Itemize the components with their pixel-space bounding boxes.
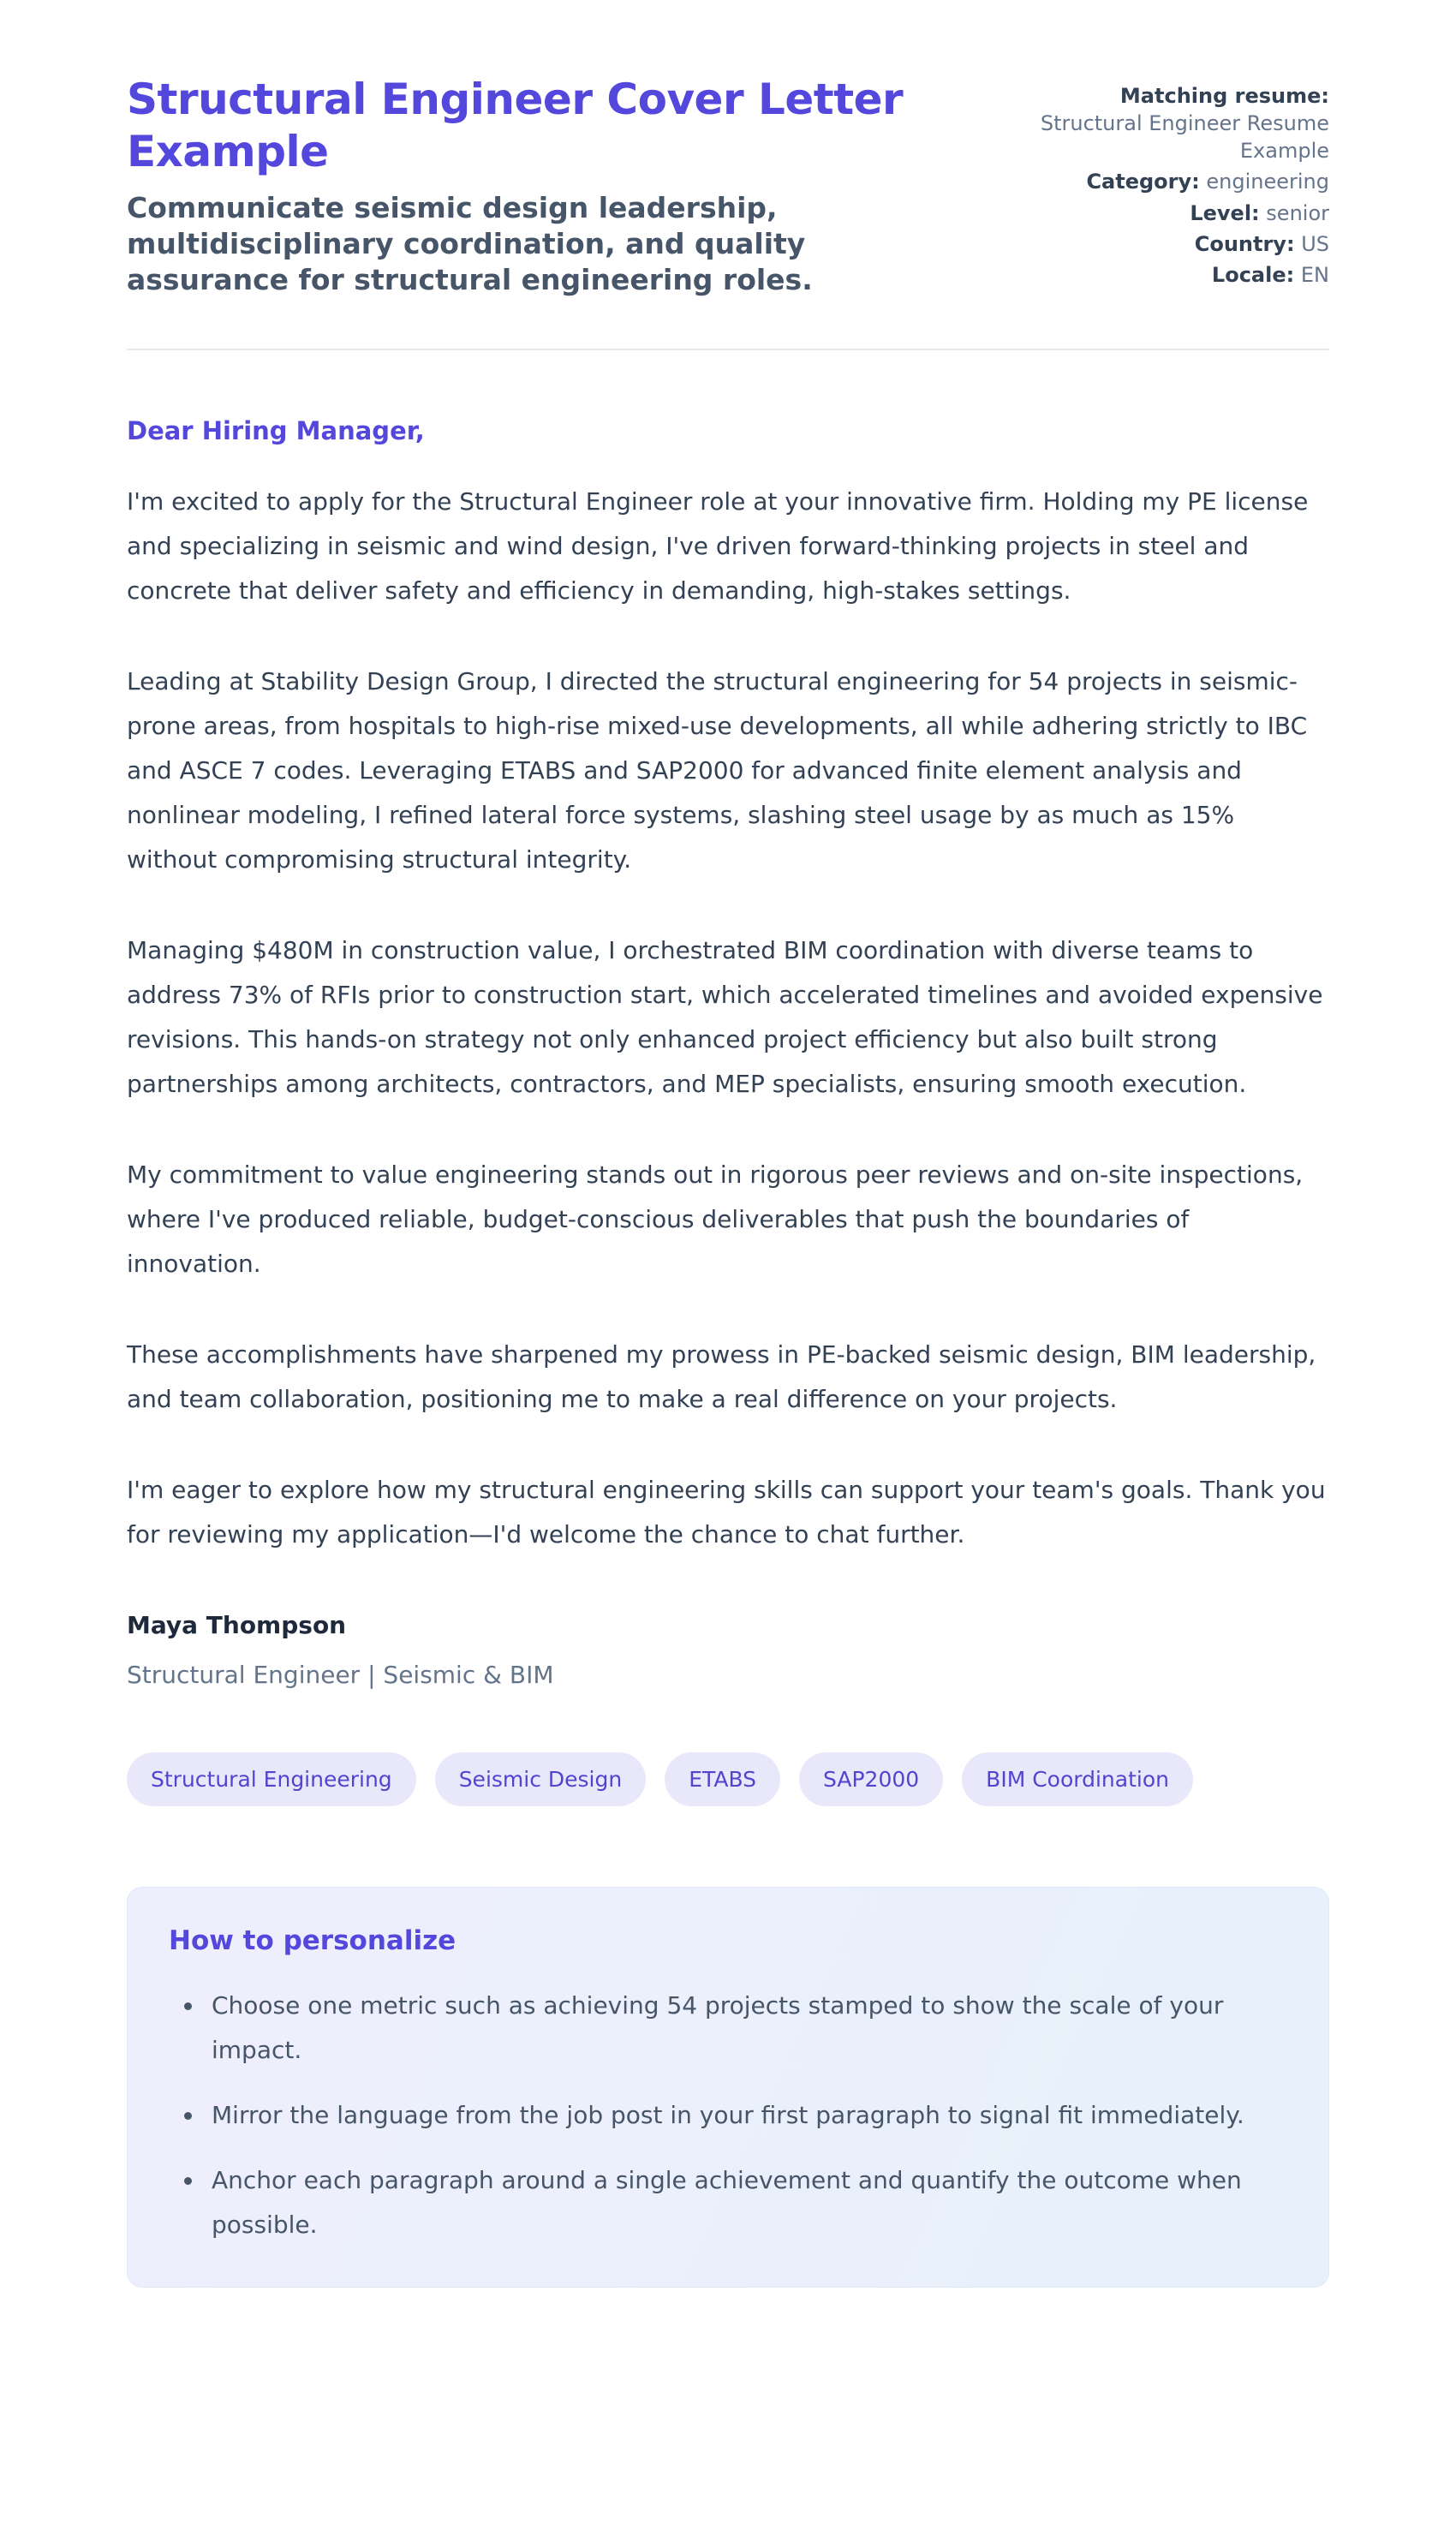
page-header [127, 74, 1329, 299]
meta-row-category [1034, 168, 1329, 195]
signature-name: Maya Thompson [127, 1611, 347, 1640]
tips-title: How to personalize [169, 1925, 456, 1957]
letter-paragraph: My commitment to value engineering stands out in rigorous peer reviews and on-site inspections, where I've produced reliable, budget-conscious deliverables that push the boundaries of innovation. [127, 1161, 1304, 1279]
meta-label-category: Category: [1086, 170, 1200, 194]
meta-value-locale: EN [1300, 262, 1329, 287]
header-divider [127, 349, 1329, 350]
resume-meta-block [1034, 74, 1329, 292]
letter-greeting: Dear Hiring Manager, [127, 415, 425, 445]
tips-list [169, 1984, 1287, 2247]
meta-label-locale: Locale: [1211, 262, 1295, 287]
personalize-tips-card [127, 1887, 1329, 2288]
letter-paragraph: I'm excited to apply for the Structural Engineer role at your innovative firm. Holding my PE license and specializing in seismic and wind design, I've driven forward-thinking projects in steel and concrete that deliver safety and efficiency in demanding, high-stakes settings. [127, 487, 1309, 606]
page-subtitle: Communicate seismic design leadership, multidisciplinary coordination, and quality assurance for structural engineering roles. [127, 191, 813, 297]
cover-letter-body [127, 415, 1329, 1698]
tag-pill-sap2000[interactable]: SAP2000 [799, 1752, 943, 1806]
page-title: Structural Engineer Cover Letter Example [127, 75, 904, 176]
meta-value-category: engineering [1206, 170, 1329, 194]
meta-value-level: senior [1266, 200, 1329, 225]
letter-paragraph: Managing $480M in construction value, I orchestrated BIM coordination with diverse teams to address 73% of RFIs prior to construction start, which accelerated timelines and avoided expensive revisions. This hands-on strategy not only enhanced project efficiency but also built strong partnerships among architects, contractors, and MEP specialists, ensuring smooth execution. [127, 936, 1323, 1099]
meta-label-level: Level: [1190, 200, 1260, 225]
letter-paragraph: These accomplishments have sharpened my prowess in PE-backed seismic design, BIM leadership, and team collaboration, positioning me to make a real difference on your projects. [127, 1340, 1316, 1414]
meta-value-matching-resume: Structural Engineer Resume Example [1040, 111, 1329, 164]
meta-label-country: Country: [1194, 231, 1295, 256]
meta-row-matching-resume [1034, 82, 1329, 164]
signature-role: Structural Engineer | Seismic & BIM [127, 1661, 554, 1690]
tag-pill-seismic-design[interactable]: Seismic Design [435, 1752, 647, 1806]
meta-value-country: US [1301, 231, 1329, 256]
tag-pill-bim-coordination[interactable]: BIM Coordination [962, 1752, 1193, 1806]
meta-row-level [1034, 200, 1329, 227]
tag-list [127, 1752, 1329, 1806]
letter-paragraph: I'm eager to explore how my structural engineering skills can support your team's goals. Thank you for reviewing my application—I'd welcome the chance to chat further. [127, 1476, 1326, 1549]
meta-row-country [1034, 230, 1329, 258]
tips-item: • Choose one metric such as achieving 54 projects stamped to show the scale of your impact. [205, 1984, 1287, 2073]
tips-item: • Anchor each paragraph around a single achievement and quantify the outcome when possible. [205, 2158, 1287, 2247]
tips-item: • Mirror the language from the job post in your first paragraph to signal fit immediately. [205, 2093, 1287, 2138]
meta-row-locale [1034, 261, 1329, 289]
header-title-block [127, 74, 1026, 299]
meta-label-matching-resume: Matching resume: [1119, 84, 1329, 108]
tag-pill-etabs[interactable]: ETABS [665, 1752, 780, 1806]
tag-pill-structural-engineering[interactable]: Structural Engineering [127, 1752, 416, 1806]
letter-paragraph: Leading at Stability Design Group, I directed the structural engineering for 54 projects in seismic-prone areas, from hospitals to high-rise mixed-use developments, all while adhering strictly to IBC and ASCE 7 codes. Leveraging ETABS and SAP2000 for advanced finite element analysis and nonlinear modeling, I refined lateral force systems, slashing steel usage by as much as 15% without compromising structural integrity. [127, 667, 1308, 874]
